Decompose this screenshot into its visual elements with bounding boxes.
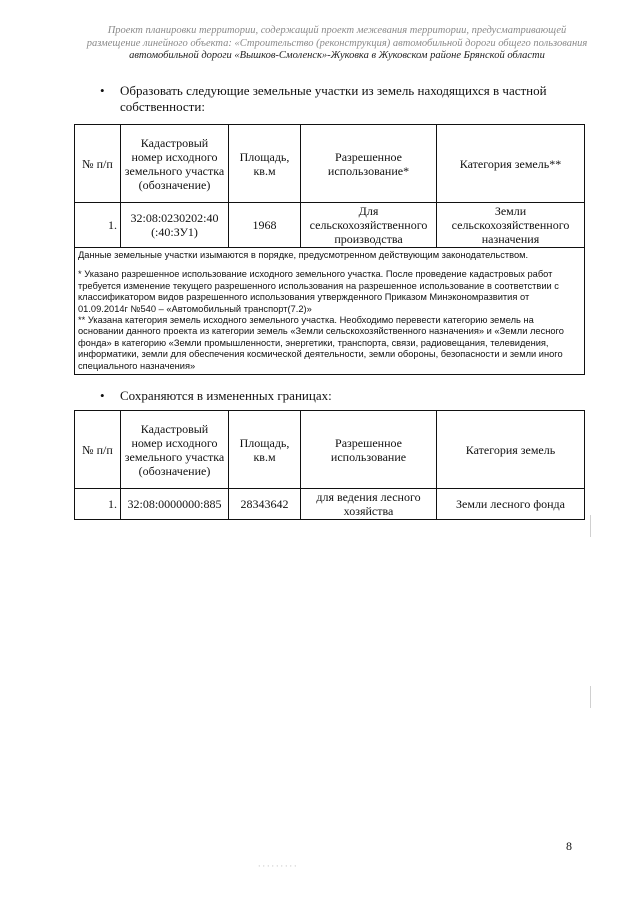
header-area: Площадь, кв.м (229, 125, 301, 203)
cell-usage: Для сельскохозяйственного производства (301, 203, 437, 248)
bullet-icon: • (100, 388, 105, 403)
table-header-row (75, 411, 585, 489)
note-double-star: ** Указана категория земель исходного земельного участка. Необходимо перевести категорию земель на основании данного проекта из категории земель «Земли сельскохозяйственного назначения» и «Земли лесного фонда» в категорию «Земли промышленности, энергетики, транспорта, связи, радиовещания, телевидения, информатики, земли для обеспечения космической деятельности, земли обороны, безопасности и земли иного специального назначения» (78, 315, 564, 371)
bullet-icon: • (100, 83, 105, 98)
header-num: № п/п (75, 411, 121, 489)
table-notes (75, 248, 585, 375)
cell-area: 1968 (229, 203, 301, 248)
section-2-bullet (100, 388, 584, 404)
footer-faint-mark: · · · · · · · · · (258, 861, 297, 871)
table-row (75, 489, 585, 520)
note-main: Данные земельные участки изымаются в порядке, предусмотренном действующим законодательством. (78, 250, 529, 260)
table-kept-parcels (74, 410, 585, 520)
cell-num: 1. (75, 203, 121, 248)
cell-cadastral: 32:08:0000000:885 (121, 489, 229, 520)
header-usage: Разрешенное использование* (301, 125, 437, 203)
cell-num: 1. (75, 489, 121, 520)
cell-usage: для ведения лесного хозяйства (301, 489, 437, 520)
header-category: Категория земель** (437, 125, 585, 203)
header-cadastral: Кадастровый номер исходного земельного участка (обозначение) (121, 411, 229, 489)
header-num: № п/п (75, 125, 121, 203)
cell-category: Земли сельскохозяйственного назначения (437, 203, 585, 248)
scan-mark (590, 515, 591, 537)
header-cadastral: Кадастровый номер исходного земельного участка (обозначение) (121, 125, 229, 203)
header-category: Категория земель (437, 411, 585, 489)
header-line-3: автомобильной дороги «Вышков-Смоленск»-Жуковка в Жуковском районе Брянской области (129, 50, 545, 61)
note-star: * Указано разрешенное использование исходного земельного участка. После проведение кадастровых работ требуется изменение текущего разрешенного использования на разрешенное использование в соответствии с классификатором видов разрешенного использования утвержденного Приказом Минэкономразвития от 01.09.2014г №540 – «Автомобильный транспорт(7.2)» (78, 269, 559, 314)
cell-cadastral: 32:08:0230202:40 (:40:ЗУ1) (121, 203, 229, 248)
table-header-row (75, 125, 585, 203)
table-row (75, 203, 585, 248)
cell-category: Земли лесного фонда (437, 489, 585, 520)
cell-area: 28343642 (229, 489, 301, 520)
section-1-bullet (100, 83, 584, 115)
table-new-parcels (74, 124, 585, 375)
header-line-1: Проект планировки территории, содержащий проект межевания территории, предусматривающей (107, 25, 567, 36)
header-usage: Разрешенное использование (301, 411, 437, 489)
section-1-text: Образовать следующие земельные участки из земель находящихся в частной собственности: (120, 83, 547, 114)
header-area: Площадь, кв.м (229, 411, 301, 489)
header-line-2: размещение линейного объекта: «Строительство (реконструкция) автомобильной дороги общего пользования (86, 37, 588, 49)
section-2-text: Сохраняются в измененных границах: (120, 388, 332, 403)
document-header (74, 25, 600, 63)
page-number: 8 (566, 839, 572, 853)
scan-mark (590, 686, 591, 708)
table-notes-row (75, 248, 585, 375)
